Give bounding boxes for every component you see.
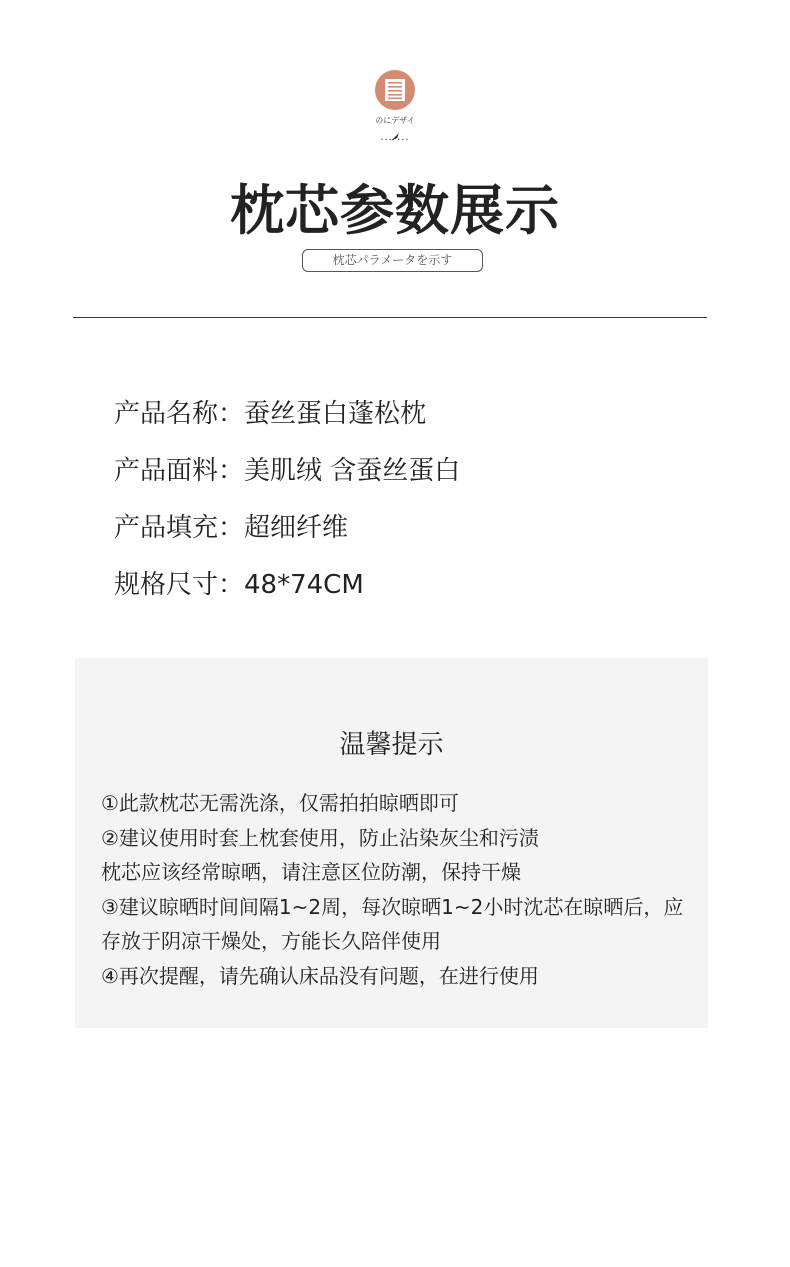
tip-line: ①此款枕芯无需洗涤，仅需拍拍晾晒即可	[101, 791, 459, 815]
param-size: 规格尺寸：48*74CM	[114, 570, 364, 600]
param-list	[114, 394, 460, 622]
tip-line: ③建议晾晒时间间隔1~2周，每次晾晒1~2小时沈芯在晾晒后，应	[101, 894, 684, 919]
tips-title: 温馨提示	[339, 730, 444, 760]
divider	[73, 317, 707, 318]
brand-dots: ··· ···	[380, 135, 410, 146]
param-fabric: 产品面料：美肌绒 含蚕丝蛋白	[114, 456, 461, 486]
tip-line: 存放于阴凉干燥处，方能长久陪伴使用	[101, 929, 441, 953]
tip-line: ②建议使用时套上枕套使用，防止沾染灰尘和污渍	[101, 825, 539, 850]
page-subtitle: 枕芯パラメータを示す	[302, 249, 483, 272]
param-filling: 产品填充：超细纤维	[114, 513, 349, 543]
brand-text: のにデザイ	[375, 116, 415, 125]
document-lines-icon	[375, 70, 415, 110]
brand-logo	[0, 70, 790, 145]
page-title: 枕芯参数展示	[230, 179, 560, 242]
tips-list	[101, 786, 701, 993]
param-name: 产品名称：蚕丝蛋白蓬松枕	[114, 399, 427, 429]
tip-line: ④再次提醒，请先确认床品没有问题，在进行使用	[101, 963, 539, 988]
tip-line: 枕芯应该经常晾晒，请注意区位防潮，保持干燥	[101, 860, 521, 884]
